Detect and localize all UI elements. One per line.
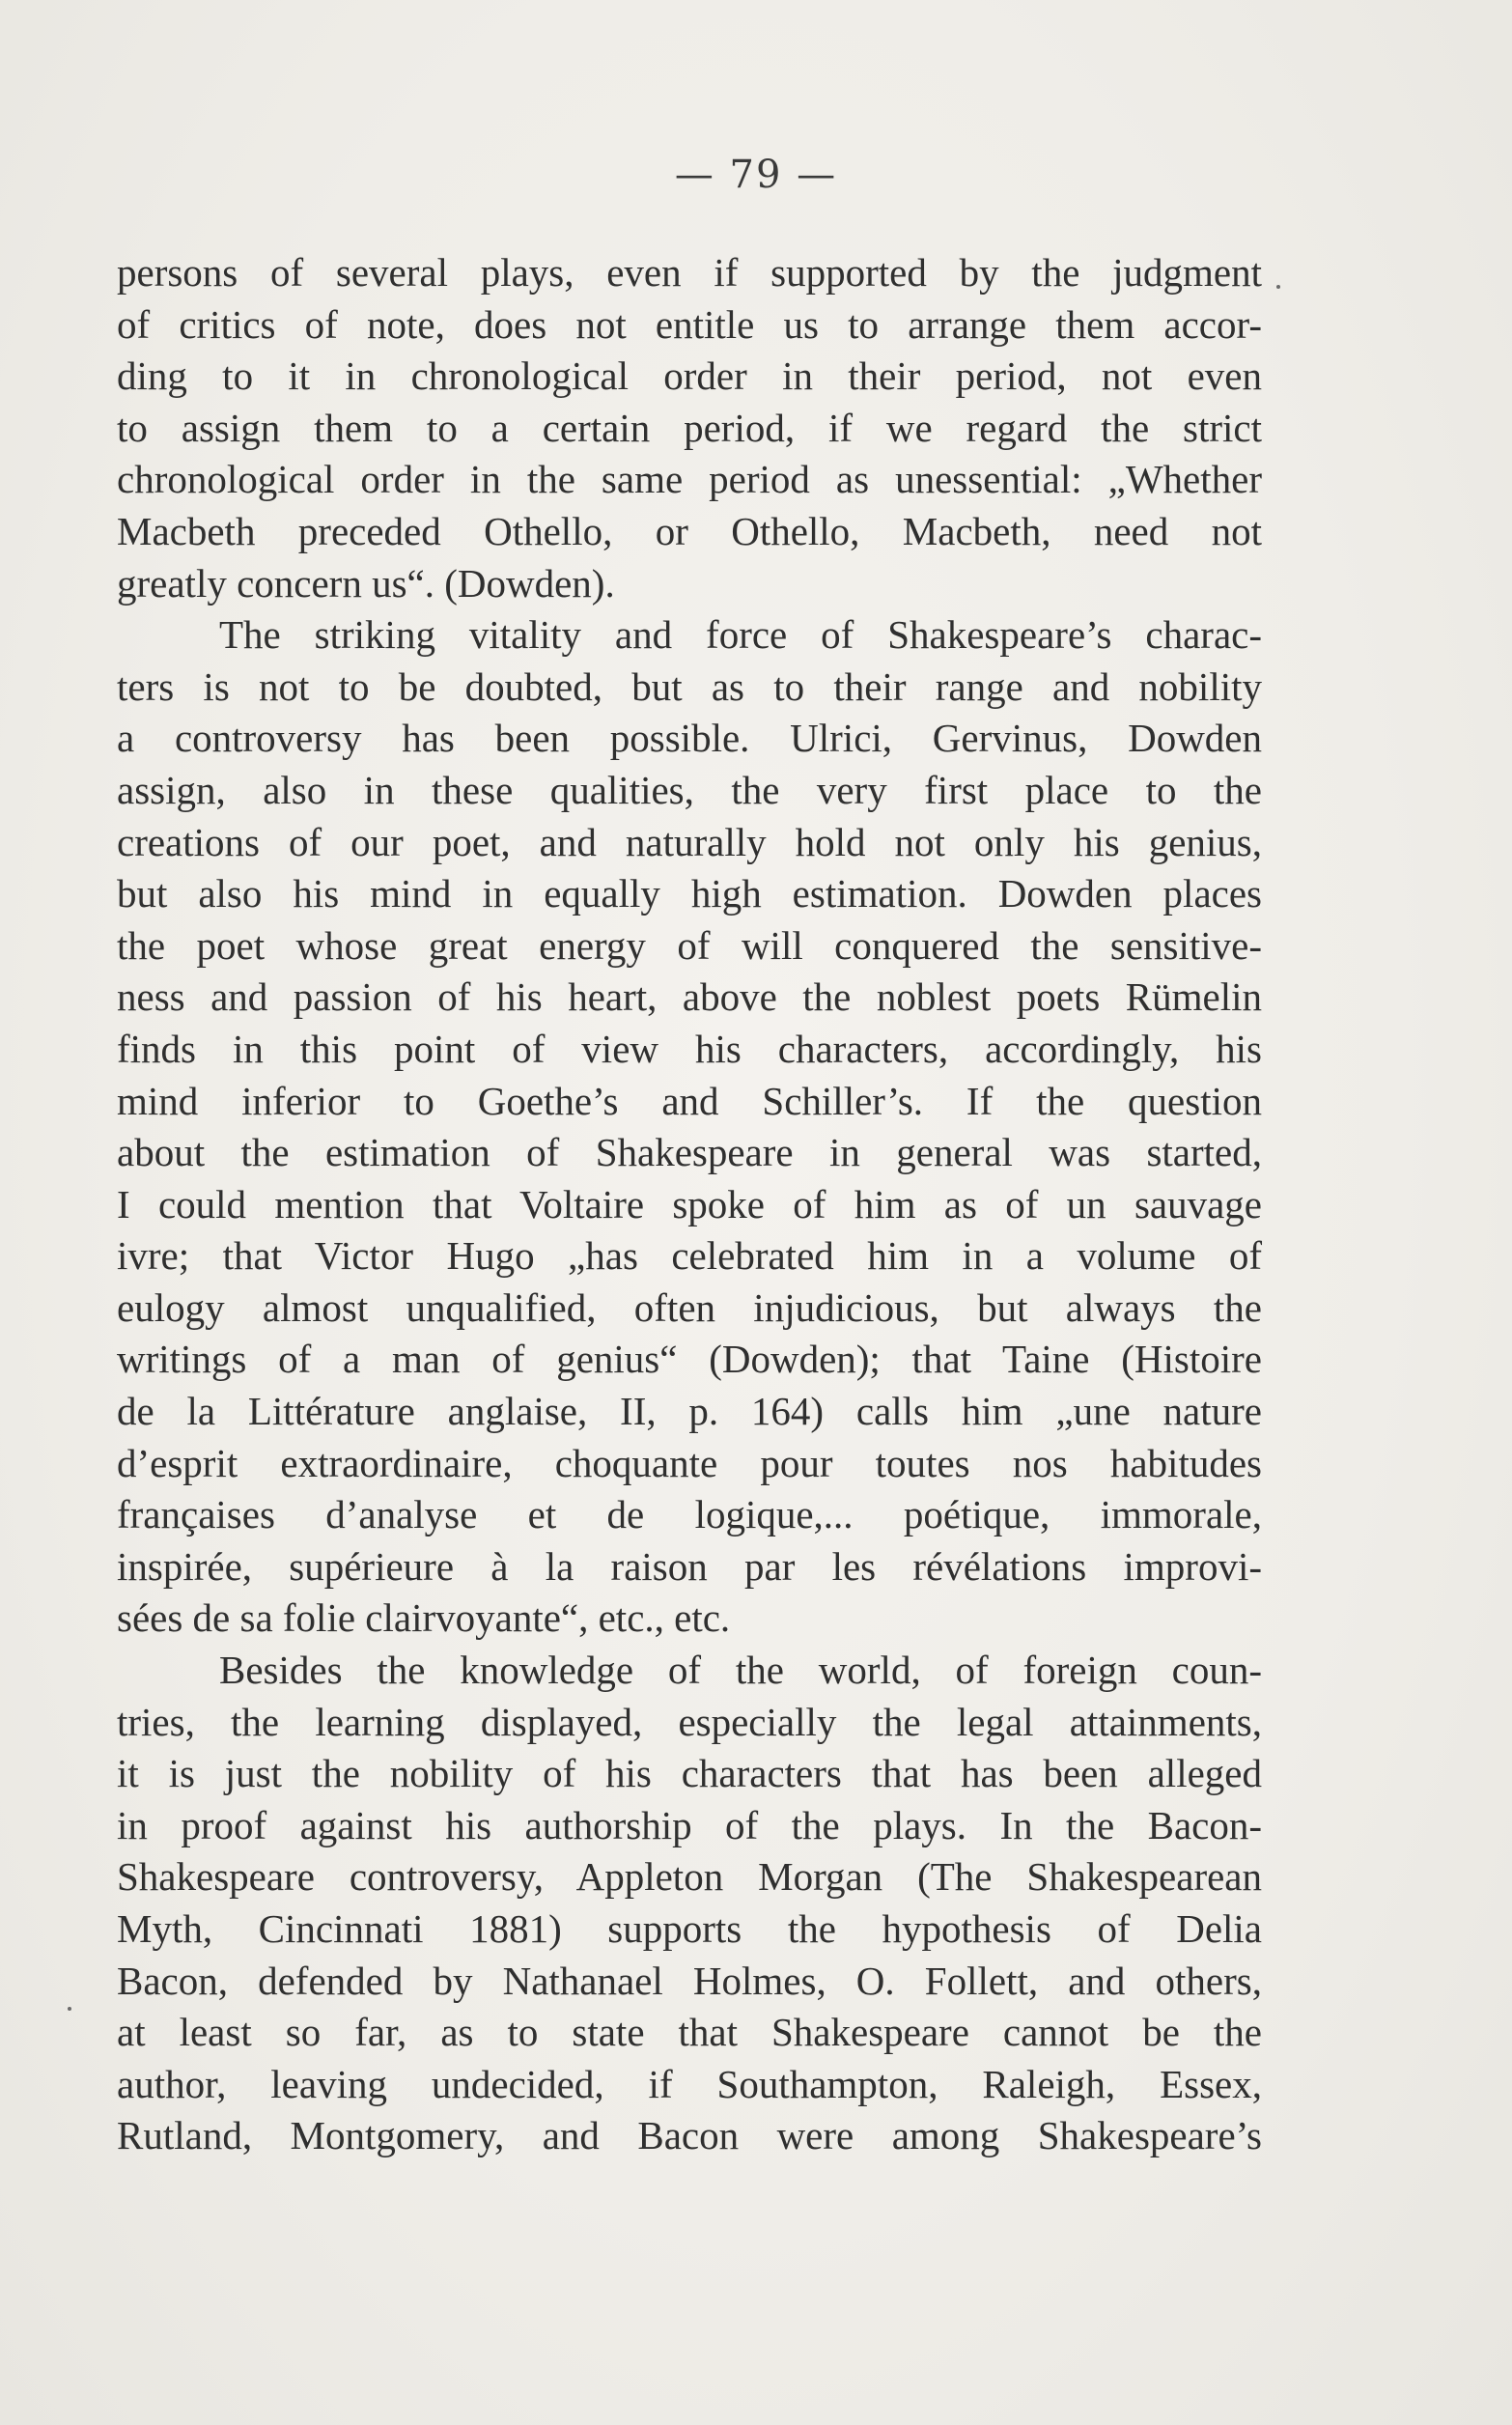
text-line: persons of several plays, even if supported by the judgment — [117, 250, 1262, 295]
text-line: to assign them to a certain period, if we regard the strict — [117, 405, 1262, 450]
text-line: greatly concern us“. (Dowden). — [117, 560, 615, 606]
text-line: of critics of note, does not entitle us to arrange them accor- — [117, 301, 1262, 347]
text-line: tries, the learning displayed, especially the legal attainments, — [117, 1699, 1262, 1744]
text-line: françaises d’analyse et de logique,... poétique, immorale, — [117, 1492, 1262, 1537]
text-line: de la Littérature anglaise, II, p. 164) calls him „une nature — [117, 1389, 1262, 1434]
text-line: it is just the nobility of his characters that has been alleged — [117, 1751, 1262, 1796]
paragraph-1 — [117, 247, 1262, 609]
text-line: the poet whose great energy of will conquered the sensitive- — [117, 922, 1262, 968]
text-line: Bacon, defended by Nathanael Holmes, O. Follett, and others, — [117, 1958, 1262, 2003]
text-line: Shakespeare controversy, Appleton Morgan (The Shakespearean — [117, 1854, 1262, 1900]
text-line: Besides the knowledge of the world, of foreign coun- — [219, 1648, 1262, 1693]
paragraph-2 — [117, 609, 1262, 1645]
text-line: sées de sa folie clairvoyante“, etc., etc. — [117, 1595, 731, 1641]
paper-speck — [68, 2007, 71, 2011]
text-line: finds in this point of view his characters, accordingly, his — [117, 1026, 1262, 1071]
text-line: ness and passion of his heart, above the noblest poets Rümelin — [117, 974, 1262, 1020]
page-number: — 79 — — [674, 153, 838, 197]
text-line: ivre; that Victor Hugo „has celebrated him in a volume of — [117, 1233, 1262, 1279]
text-line: eulogy almost unqualified, often injudicious, but always the — [117, 1284, 1262, 1330]
text-line: writings of a man of genius“ (Dowden); that Taine (Histoire — [117, 1337, 1262, 1382]
text-line: mind inferior to Goethe’s and Schiller’s. If the question — [117, 1078, 1262, 1123]
text-line: The striking vitality and force of Shakespeare’s charac- — [219, 612, 1262, 658]
text-line: in proof against his authorship of the plays. In the Bacon- — [117, 1802, 1262, 1847]
text-line: at least so far, as to state that Shakespeare cannot be the — [117, 2010, 1262, 2055]
body-text — [117, 247, 1262, 2162]
text-line: ding to it in chronological order in their period, not even — [117, 353, 1262, 399]
text-line: d’esprit extraordinaire, choquante pour toutes nos habitudes — [117, 1440, 1262, 1485]
paragraph-3 — [117, 1645, 1262, 2162]
text-line: Rutland, Montgomery, and Bacon were among Shakespeare’s — [117, 2113, 1262, 2158]
text-line: a controversy has been possible. Ulrici, Gervinus, Dowden — [117, 716, 1262, 761]
text-line: I could mention that Voltaire spoke of him as of un sauvage — [117, 1181, 1262, 1227]
text-line: assign, also in these qualities, the very first place to the — [117, 767, 1262, 812]
text-line: but also his mind in equally high estimation. Dowden places — [117, 871, 1262, 916]
text-line: ters is not to be doubted, but as to their range and nobility — [117, 663, 1262, 709]
text-line: Myth, Cincinnati 1881) supports the hypothesis of Delia — [117, 1906, 1262, 1951]
text-line: chronological order in the same period as unessential: „Whether — [117, 457, 1262, 502]
text-line: author, leaving undecided, if Southampton, Raleigh, Essex, — [117, 2061, 1262, 2106]
text-line: about the estimation of Shakespeare in general was started, — [117, 1130, 1262, 1175]
text-line: inspirée, supérieure à la raison par les révélations improvi- — [117, 1543, 1262, 1589]
text-line: Macbeth preceded Othello, or Othello, Macbeth, need not — [117, 508, 1262, 553]
text-line: creations of our poet, and naturally hold not only his genius, — [117, 819, 1262, 864]
paper-speck — [1276, 285, 1280, 289]
